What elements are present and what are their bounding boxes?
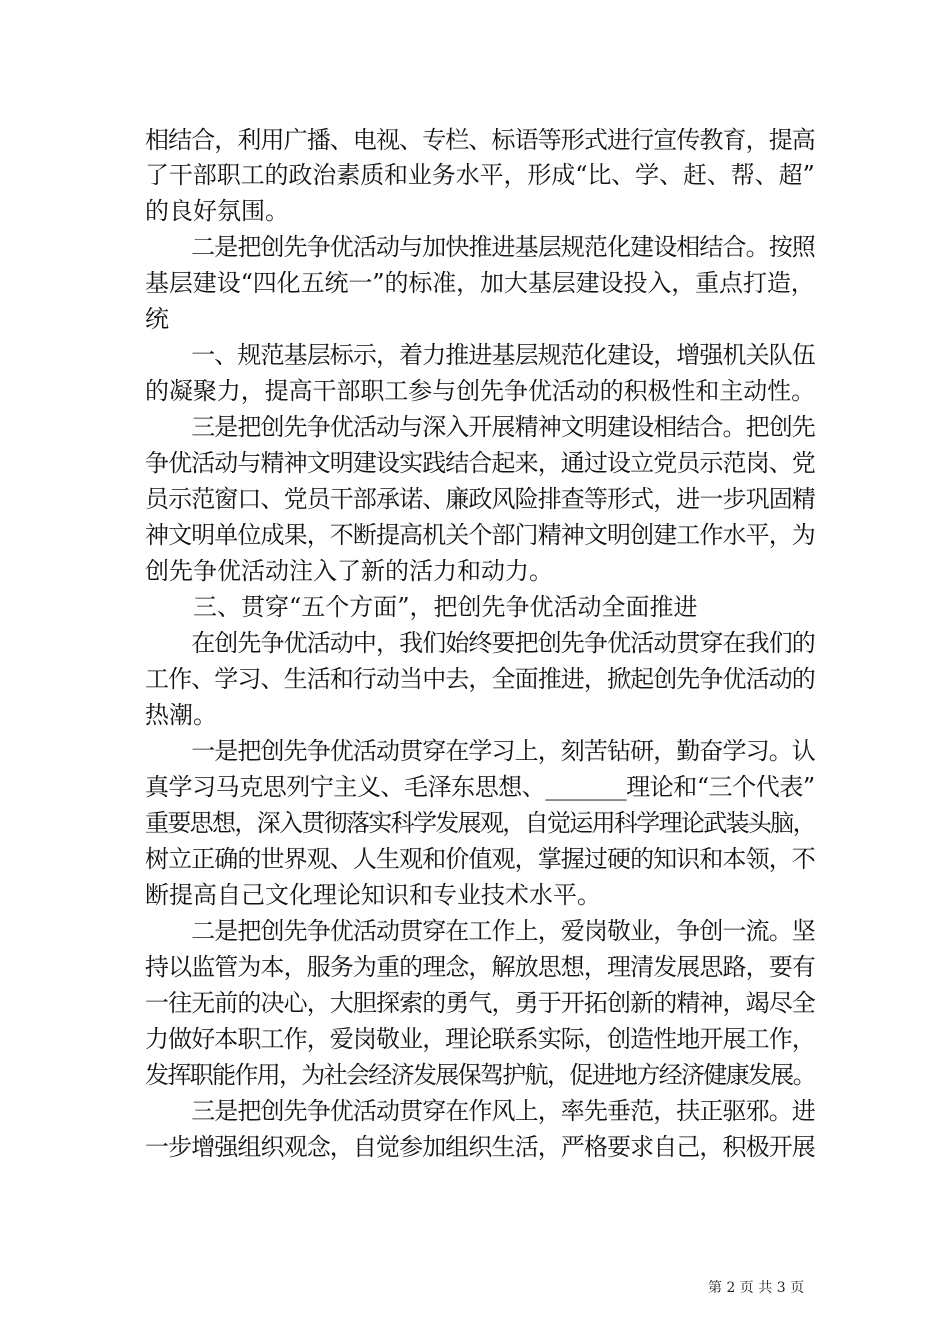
text-line-28: 三是把创先争优活动贯穿在作风上，率先垂范，扶正驱邪。进 (145, 1097, 815, 1125)
text-line-13: 创先争优活动注入了新的活力和动力。 (145, 557, 553, 585)
text-line-14: 三、贯穿“五个方面”，把创先争优活动全面推进 (145, 593, 698, 621)
text-line-5: 基层建设“四化五统一”的标准，加大基层建设投入，重点打造， (145, 269, 815, 297)
text-line-25: 一往无前的决心，大胆探索的勇气，勇于开拓创新的精神，竭尽全 (145, 989, 815, 1017)
text-line-16: 工作、学习、生活和行动当中去，全面推进，掀起创先争优活动的 (145, 665, 815, 693)
text-line-29: 一步增强组织观念，自觉参加组织生活，严格要求自己，积极开展 (145, 1133, 815, 1161)
text-line-21: 树立正确的世界观、人生观和价值观，掌握过硬的知识和本领，不 (145, 845, 815, 873)
text-line-12: 神文明单位成果，不断提高机关个部门精神文明创建工作水平，为 (145, 521, 815, 549)
text-line-1: 相结合，利用广播、电视、专栏、标语等形式进行宣传教育，提高 (145, 126, 815, 154)
text-line-3: 的良好氛围。 (145, 197, 289, 225)
text-line-23: 二是把创先争优活动贯穿在工作上，爱岗敬业，争创一流。坚 (145, 917, 815, 945)
text-line-10: 争优活动与精神文明建设实践结合起来，通过设立党员示范岗、党 (145, 449, 815, 477)
text-line-6: 统 (145, 305, 169, 333)
text-line-26: 力做好本职工作，爱岗敬业，理论联系实际，创造性地开展工作， (145, 1025, 815, 1053)
text-line-18: 一是把创先争优活动贯穿在学习上，刻苦钻研，勤奋学习。认 (145, 737, 815, 765)
page-number-footer: 第 2 页 共 3 页 (708, 1280, 805, 1296)
text-line-4: 二是把创先争优活动与加快推进基层规范化建设相结合。按照 (145, 233, 815, 261)
text-line-17: 热潮。 (145, 701, 217, 729)
text-line-8: 的凝聚力，提高干部职工参与创先争优活动的积极性和主动性。 (145, 377, 816, 405)
text-line-9: 三是把创先争优活动与深入开展精神文明建设相结合。把创先 (145, 413, 815, 441)
text-line-15: 在创先争优活动中，我们始终要把创先争优活动贯穿在我们的 (145, 629, 815, 657)
text-line-19: 真学习马克思列宁主义、毛泽东思想、_______理论和“三个代表” (145, 773, 815, 801)
text-line-22: 断提高自己文化理论知识和专业技术水平。 (145, 881, 601, 909)
text-line-7: 一、规范基层标示，着力推进基层规范化建设，增强机关队伍 (145, 341, 815, 369)
text-line-27: 发挥职能作用，为社会经济发展保驾护航，促进地方经济健康发展。 (145, 1061, 815, 1089)
text-line-24: 持以监管为本，服务为重的理念，解放思想，理清发展思路，要有 (145, 953, 815, 981)
text-line-20: 重要思想，深入贯彻落实科学发展观，自觉运用科学理论武装头脑， (145, 809, 815, 837)
text-line-11: 员示范窗口、党员干部承诺、廉政风险排查等形式，进一步巩固精 (145, 485, 815, 513)
text-line-2: 了干部职工的政治素质和业务水平，形成“比、学、赶、帮、超” (145, 161, 815, 189)
